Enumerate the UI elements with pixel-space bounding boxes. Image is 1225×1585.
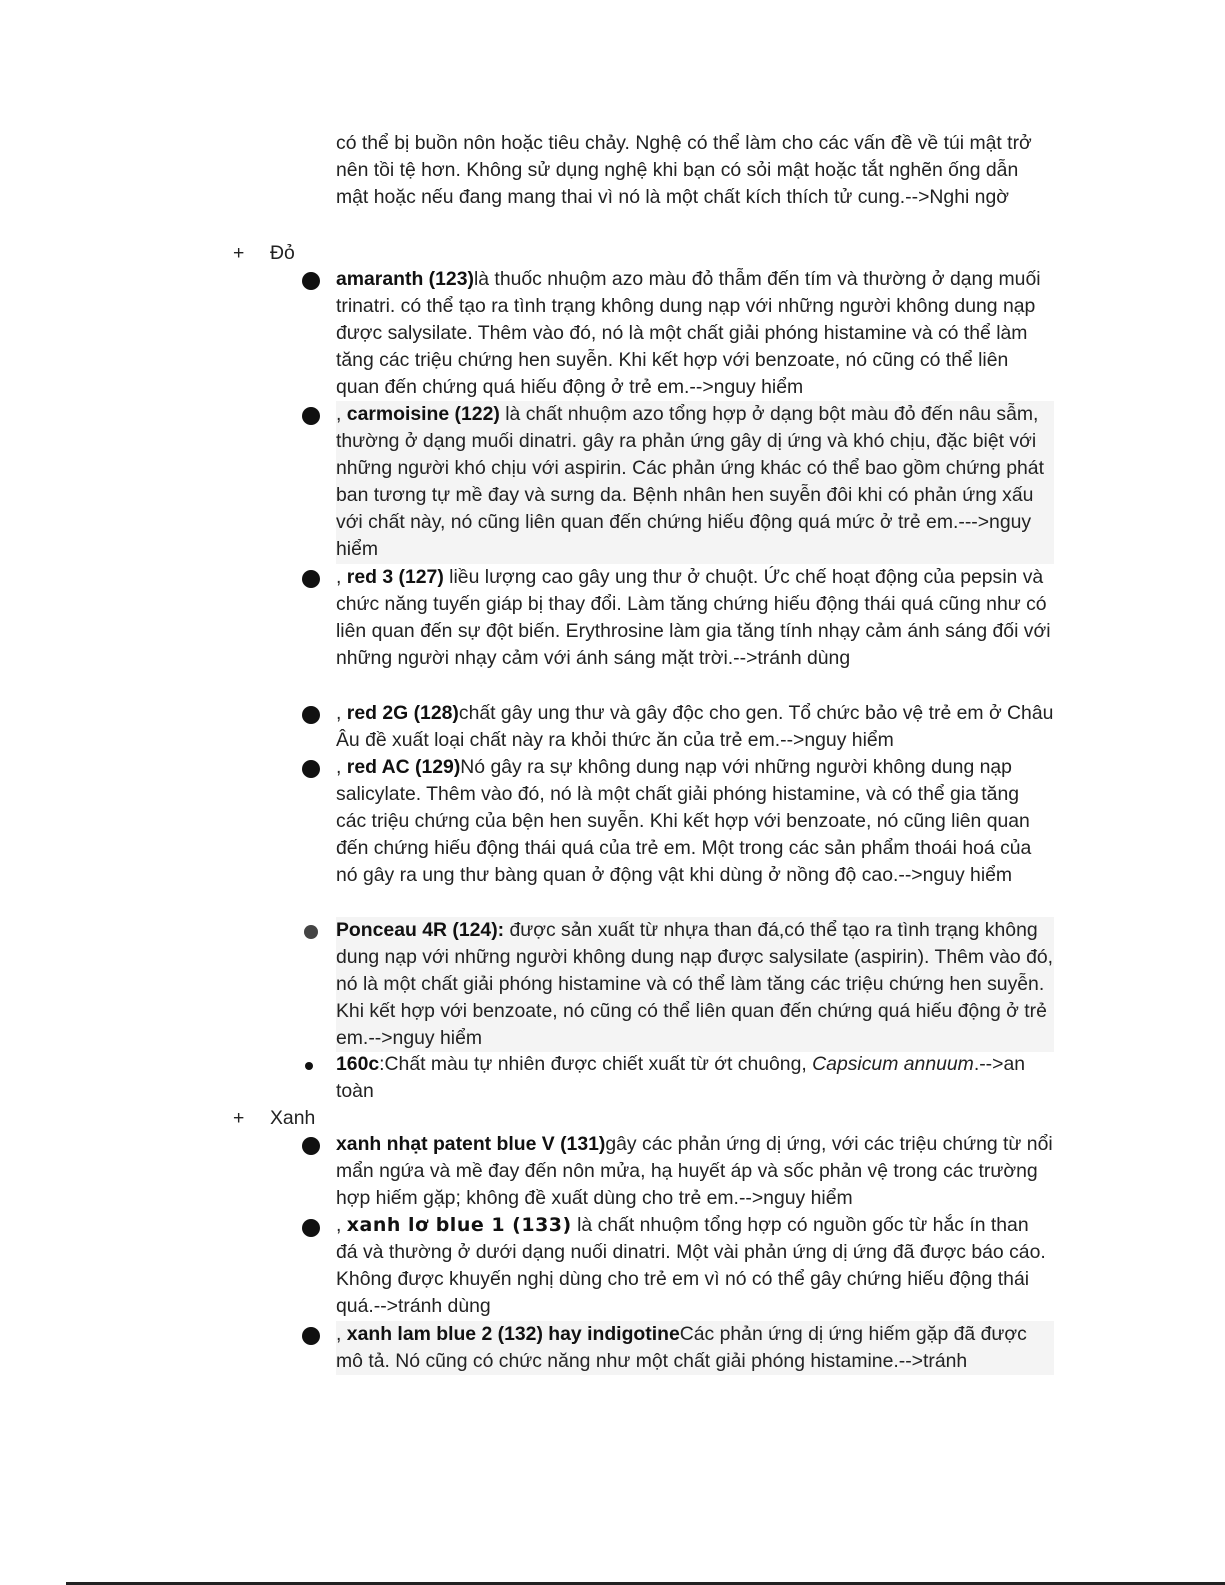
list-item-ponceau-4r: Ponceau 4R (124): được sản xuất từ nhựa than đá,có thể tạo ra tình trạng không dung nạp với những người không dung nạp được salysilate (aspirin). Thêm vào đó, nó là một chất giải phóng histamine và có thể làm tăng các triệu chứng hen suyễn. Khi kết hợp với benzoate, nó cũng có thể liên quan đến chứng quá hiếu động ở trẻ em.-->nguy hiểm <box>336 917 1054 1052</box>
bullet-icon <box>302 1327 320 1345</box>
bullet-icon <box>302 272 320 290</box>
list-item-blue-2-indigotine: , xanh lam blue 2 (132) hay indigotineCác phản ứng dị ứng hiếm gặp đã được mô tả. Nó cũng có chức năng như một chất giải phóng histamine.-->tránh <box>336 1321 1054 1375</box>
list-item-red-2g: , red 2G (128)chất gây ung thư và gây độc cho gen. Tổ chức bảo vệ trẻ em ở Châu Âu đề xuất loại chất này ra khỏi thức ăn của trẻ em.-->nguy hiểm <box>336 702 1054 752</box>
list-item-red-3: , red 3 (127) liều lượng cao gây ung thư ở chuột. Ức chế hoạt động của pepsin và chức năng tuyến giáp bị thay đổi. Làm tăng chứng hiếu động thái quá cũng như có liên quan đến sự đột biến. Erythrosine làm gia tăng tính nhạy cảm ánh sáng đối với những người nhạy cảm với ánh sáng mặt trời.-->tránh dùng <box>336 566 1051 670</box>
bullet-icon <box>302 570 320 588</box>
bullet-icon <box>305 1062 313 1070</box>
list-item-red-ac: , red AC (129)Nó gây ra sự không dung nạp với những người không dung nạp salicylate. Thêm vào đó, nó là một chất giải phóng histamine, và có thể gia tăng các triệu chứng của bện hen suyễn. Khi kết hợp với benzoate, nó cũng liên quan đến chứng hiếu động thái quá của trẻ em. Một trong các sản phẩm thoái hoá của nó gây ra ung thư bàng quan ở động vật khi dùng ở nồng độ cao.-->nguy hiểm <box>336 756 1032 887</box>
bullet-icon <box>302 760 320 778</box>
bullet-icon <box>302 407 320 425</box>
section-title-blue: Xanh <box>270 1107 316 1129</box>
list-item-blue-1: , xanh lơ blue 1 (133) là chất nhuộm tổng hợp có nguồn gốc từ hắc ín than đá và thường ở dưới dạng nuối dinatri. Một vài phản ứng dị ứng đã được báo cáo. Không được khuyến nghị dùng cho trẻ em vì nó có thể gây chứng hiếu động thái quá.-->tránh dùng <box>336 1214 1046 1318</box>
section-marker-red: + <box>233 242 245 264</box>
bullet-icon <box>302 1219 320 1237</box>
bullet-icon <box>302 1137 320 1155</box>
list-item-patent-blue-v: xanh nhạt patent blue V (131)gây các phản ứng dị ứng, với các triệu chứng từ nổi mẩn ngứa và mề đay đến nôn mửa, hạ huyết áp và sốc phản vệ trong các trường hợp hiếm gặp; không đề xuất dùng cho trẻ em.-->nguy hiểm <box>336 1133 1053 1210</box>
list-item-160c: 160c:Chất màu tự nhiên được chiết xuất từ ớt chuông, Capsicum annuum.-->an toàn <box>336 1053 1026 1103</box>
bullet-icon <box>304 925 318 939</box>
intro-paragraph: có thể bị buồn nôn hoặc tiêu chảy. Nghệ có thể làm cho các vấn đề về túi mật trở nên tồi tệ hơn. Không sử dụng nghệ khi bạn có sỏi mật hoặc tắt nghẽn ống dẫn mật hoặc nếu đang mang thai vì nó là một chất kích thích tử cung.-->Nghi ngờ <box>336 132 1032 209</box>
section-title-red: Đỏ <box>270 242 295 264</box>
bullet-icon <box>302 706 320 724</box>
list-item-carmoisine: , carmoisine (122) là chất nhuộm azo tổng hợp ở dạng bột màu đỏ đến nâu sẫm, thường ở dạng muối dinatri. gây ra phản ứng gây dị ứng và khó chịu, đặc biệt với những người khó chịu với aspirin. Các phản ứng khác có thể bao gồm chứng phát ban tương tự mề đay và sưng da. Bệnh nhân hen suyễn đôi khi có phản ứng xấu với chất này, nó cũng liên quan đến chứng hiếu động quá mức ở trẻ em.--->nguy hiểm <box>336 401 1054 564</box>
section-marker-blue: + <box>233 1107 245 1129</box>
list-item-amaranth: amaranth (123)là thuốc nhuộm azo màu đỏ thẫm đến tím và thường ở dạng muối trinatri. có thể tạo ra tình trạng không dung nạp với những người không dung nạp được salysilate. Thêm vào đó, nó là một chất giải phóng histamine và có thể làm tăng các triệu chứng hen suyễn. Khi kết hợp với benzoate, nó cũng có thể liên quan đến chứng quá hiếu động ở trẻ em.-->nguy hiểm <box>336 268 1041 399</box>
